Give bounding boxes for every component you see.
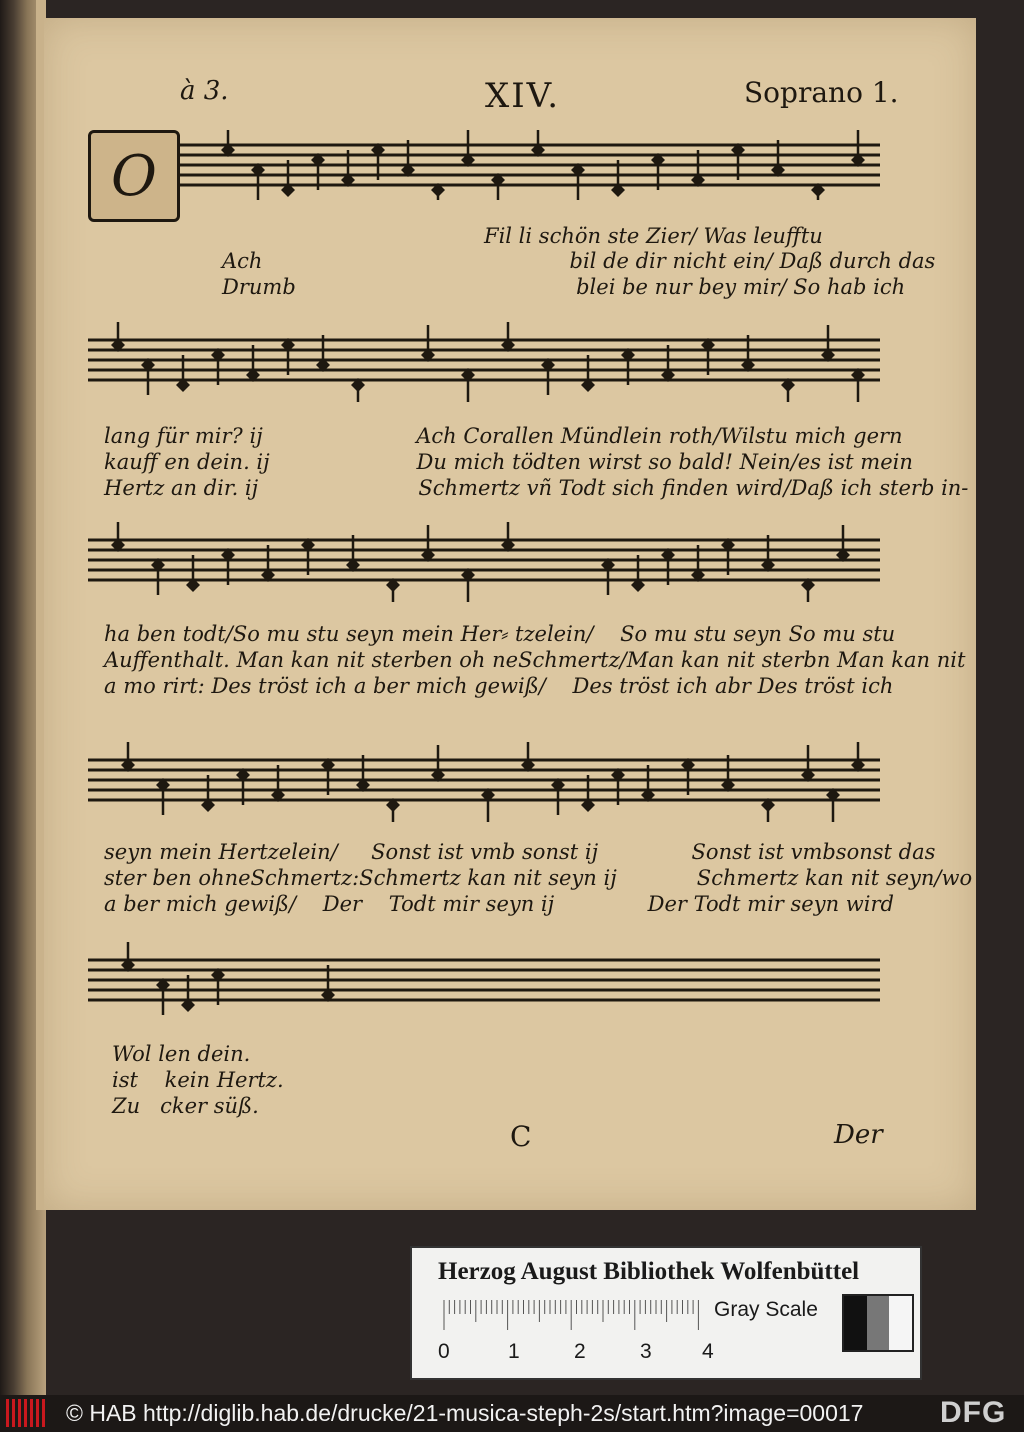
staff-system-1: [178, 130, 880, 190]
viewer-footer: [0, 1395, 1024, 1432]
lyric-s1-l1: Fil li schön ste Zier/ Was leufftu: [484, 224, 823, 248]
staff-system-2: [88, 322, 880, 382]
staff-system-5: [88, 942, 880, 1002]
ruler-number-4: 4: [702, 1340, 714, 1363]
ruler-number-3: 3: [640, 1340, 652, 1363]
catchword: Der: [834, 1120, 883, 1150]
voice-count-label: à 3.: [180, 76, 229, 106]
lyric-s3-l3: a mo rirt: Des tröst ich a ber mich gewiß/ Des tröst ich abr Des tröst ich: [104, 674, 894, 698]
ruler-number-0: 0: [438, 1340, 450, 1363]
ruler-number-2: 2: [574, 1340, 586, 1363]
lyric-s3-l2: Auffenthalt. Man kan nit sterben oh neSchmertz/Man kan nit sterbn Man kan nit: [104, 648, 966, 672]
voice-part-label: Soprano 1.: [744, 76, 899, 109]
gray-scale-label: Gray Scale: [714, 1298, 818, 1321]
lyric-s1-l2: Ach bil de dir nicht ein/ Daß durch das: [222, 249, 936, 273]
staff-4-notes: [88, 742, 880, 822]
signature-mark: C: [510, 1120, 532, 1153]
lyric-s1-l3: Drumb blei be nur bey mir/ So hab ich: [222, 275, 906, 299]
library-color-card: [410, 1246, 922, 1380]
lyric-s5-l1: Wol len dein.: [112, 1042, 251, 1066]
lyric-s4-l1: seyn mein Hertzelein/ Sonst ist vmb sonst ij Sonst ist vmbsonst das: [104, 840, 936, 864]
hab-barcode-logo: [6, 1399, 48, 1427]
dfg-logo: DFG: [940, 1396, 1007, 1429]
staff-system-3: [88, 522, 880, 582]
swatch-white: [889, 1296, 912, 1350]
staff-1-notes: [178, 130, 880, 200]
lyric-s2-l1: lang für mir? ij Ach Corallen Mündlein roth/Wilstu mich gern: [104, 424, 903, 448]
decorated-initial: O: [88, 130, 180, 222]
piece-number: XIV.: [485, 76, 561, 116]
library-name: Herzog August Bibliothek Wolfenbüttel: [438, 1258, 860, 1285]
swatch-black: [844, 1296, 867, 1350]
measurement-ruler: [442, 1298, 704, 1332]
source-url: © HAB http://diglib.hab.de/drucke/21-musica-steph-2s/start.htm?image=00017: [66, 1400, 864, 1426]
gray-scale-swatch: [842, 1294, 914, 1352]
staff-5-notes: [88, 942, 880, 1042]
lyric-s4-l3: a ber mich gewiß/ Der Todt mir seyn ij Der Todt mir seyn wird: [104, 892, 894, 916]
staff-system-4: [88, 742, 880, 802]
lyric-s4-l2: ster ben ohneSchmertz:Schmertz kan nit seyn ij Schmertz kan nit seyn/wo: [104, 866, 973, 890]
ruler-number-1: 1: [508, 1340, 520, 1363]
ruler-numbers: [436, 1340, 726, 1370]
lyric-s5-l3: Zu cker süß.: [112, 1094, 259, 1118]
staff-3-notes: [88, 522, 880, 602]
lyric-s3-l1: ha ben todt/So mu stu seyn mein Her⸗ tzelein/ So mu stu seyn So mu stu: [104, 622, 896, 646]
lyric-s2-l3: Hertz an dir. ij Schmertz vñ Todt sich finden wird/Daß ich sterb in-: [104, 476, 969, 500]
staff-2-notes: [88, 322, 880, 402]
swatch-gray: [867, 1296, 890, 1350]
lyric-s2-l2: kauff en dein. ij Du mich tödten wirst so bald! Nein/es ist mein: [104, 450, 913, 474]
lyric-s5-l2: ist kein Hertz.: [112, 1068, 284, 1092]
